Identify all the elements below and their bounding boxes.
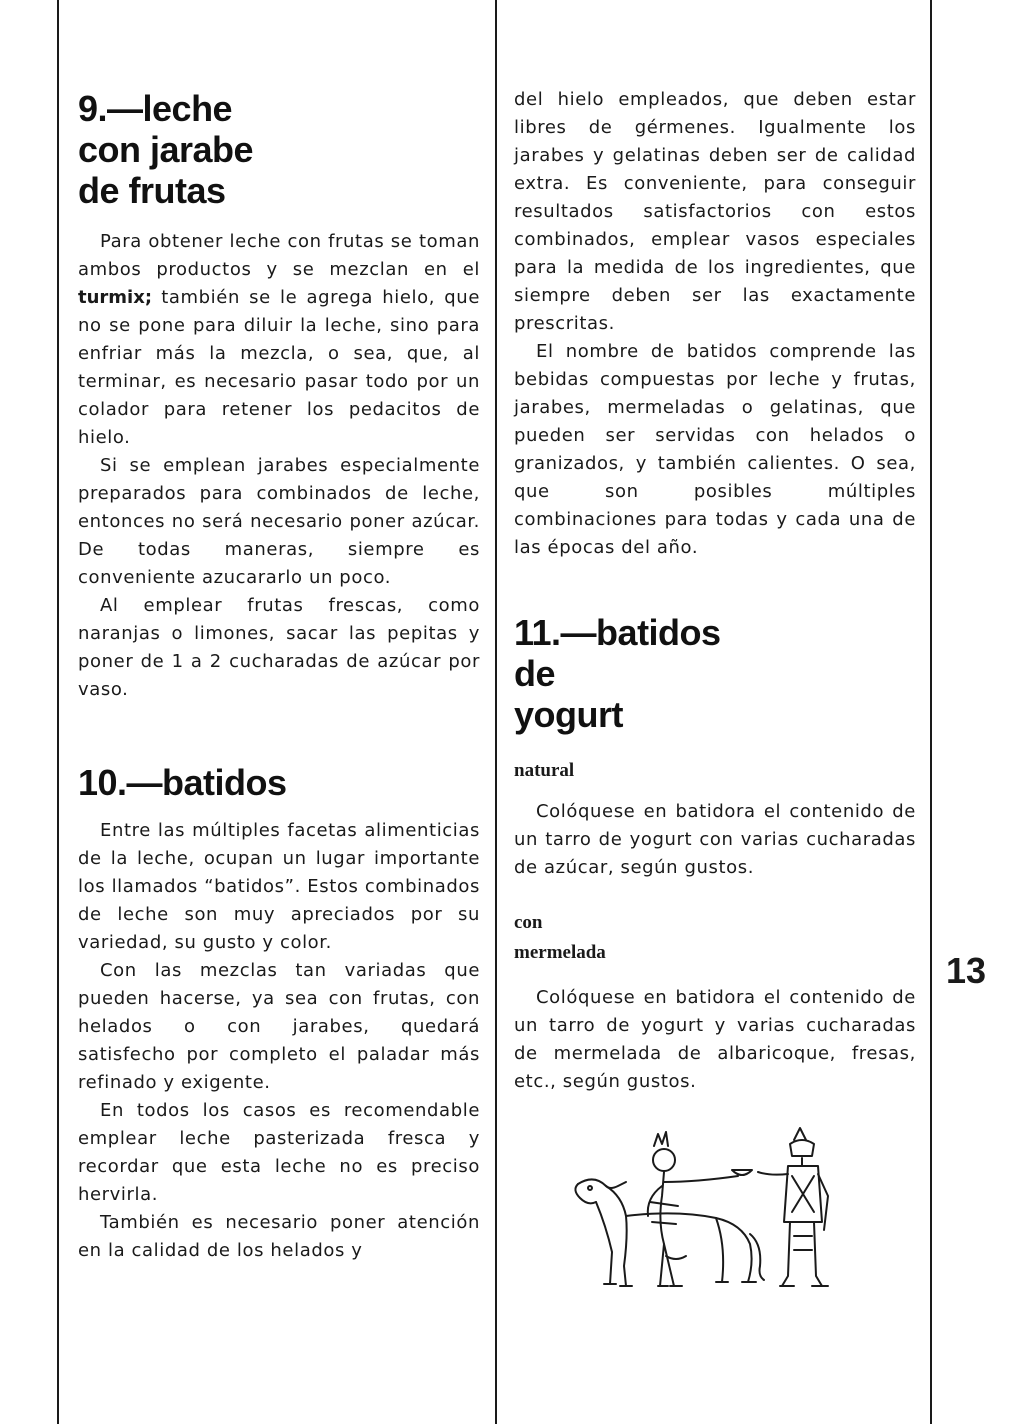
herdsman-cow-warrior-illustration bbox=[566, 1126, 866, 1296]
section-11-title-line-2: de bbox=[514, 653, 556, 694]
section-11-title-line-1: 11.—batidos bbox=[514, 612, 721, 653]
section-10-paragraph-4: También es necesario poner atención en la calidad de los helados y bbox=[78, 1212, 480, 1261]
section-9-title bbox=[78, 88, 480, 211]
section-11-title bbox=[514, 612, 916, 735]
section-11-title-line-3: yogurt bbox=[514, 694, 623, 735]
section-10-continued bbox=[514, 86, 916, 562]
mermelada-subheading-line-1: con bbox=[514, 912, 543, 933]
page-number: 13 bbox=[946, 950, 987, 991]
section-10-paragraph-1: Entre las múltiples facetas alimenticias de la leche, ocupan un lugar importante los llamados “batidos”. Estos combinados de leche son muy apreciados por su variedad, su gusto y color. bbox=[78, 820, 480, 953]
mermelada-recipe bbox=[514, 984, 916, 1096]
herdsman-figure bbox=[648, 1132, 752, 1286]
left-margin-rule bbox=[57, 0, 59, 1424]
turmix-term: turmix; bbox=[78, 287, 153, 308]
section-10-paragraph-3: En todos los casos es recomendable emplear leche pasterizada fresca y recordar que esta leche no es preciso hervirla. bbox=[78, 1100, 480, 1205]
section-9-title-line-2: con jarabe bbox=[78, 129, 254, 170]
section-10-title: 10.—batidos bbox=[78, 762, 287, 803]
section-9-p1-start: Para obtener leche con frutas se toman ambos productos y se mezclan en el bbox=[78, 231, 480, 280]
mermelada-subheading bbox=[514, 908, 606, 968]
section-9-body bbox=[78, 228, 480, 704]
natural-recipe-text: Colóquese en batidora el contenido de un tarro de yogurt con varias cucharadas de azúcar, según gustos. bbox=[514, 801, 916, 878]
section-9-title-line-1: 9.—leche bbox=[78, 88, 233, 129]
section-9-title-line-3: de frutas bbox=[78, 170, 226, 211]
section-10-paragraph-2: Con las mezclas tan variadas que pueden hacerse, ya sea con frutas, con helados o con jarabes, quedará satisfecho por completo el paladar más refinado y exigente. bbox=[78, 960, 480, 1093]
section-10-body bbox=[78, 817, 480, 1265]
right-margin-rule bbox=[930, 0, 932, 1424]
warrior-figure bbox=[758, 1128, 828, 1286]
mermelada-recipe-text: Colóquese en batidora el contenido de un tarro de yogurt y varias cucharadas de mermelada de albaricoque, fresas, etc., según gustos. bbox=[514, 987, 916, 1092]
section-9-p1-end: también se le agrega hielo, que no se pone para diluir la leche, sino para enfriar más la mezcla, o sea, que, al terminar, es necesario pasar todo por un colador para retener los pedacitos de hielo. bbox=[78, 287, 480, 448]
section-9-paragraph-2: Si se emplean jarabes especialmente preparados para combinados de leche, entonces no será necesario poner azúcar. De todas maneras, siempre es conveniente azucararlo un poco. bbox=[78, 455, 480, 588]
section-9-paragraph-3: Al emplear frutas frescas, como naranjas o limones, sacar las pepitas y poner de 1 a 2 cucharadas de azúcar por vaso. bbox=[78, 595, 480, 700]
natural-subheading: natural bbox=[514, 760, 575, 781]
section-9-paragraph-1 bbox=[78, 228, 480, 452]
section-10-paragraph-5: del hielo empleados, que deben estar libres de gérmenes. Igualmente los jarabes y gelatinas deben ser de calidad extra. Es conveniente, para conseguir resultados satisfactorios con estos combinados, emplear vasos especiales para la medida de los ingredientes, que siempre deben ser las exactamente prescritas. bbox=[514, 89, 916, 334]
section-10-paragraph-6: El nombre de batidos comprende las bebidas compuestas por leche y frutas, jarabes, mermeladas o gelatinas, que pueden ser servidas con helados o granizados, y también calientes. O sea, que son posibles múltiples combinaciones para todas y cada una de las épocas del año. bbox=[514, 341, 916, 558]
mermelada-subheading-line-2: mermelada bbox=[514, 942, 606, 963]
natural-recipe bbox=[514, 798, 916, 882]
column-divider-rule bbox=[495, 0, 497, 1424]
